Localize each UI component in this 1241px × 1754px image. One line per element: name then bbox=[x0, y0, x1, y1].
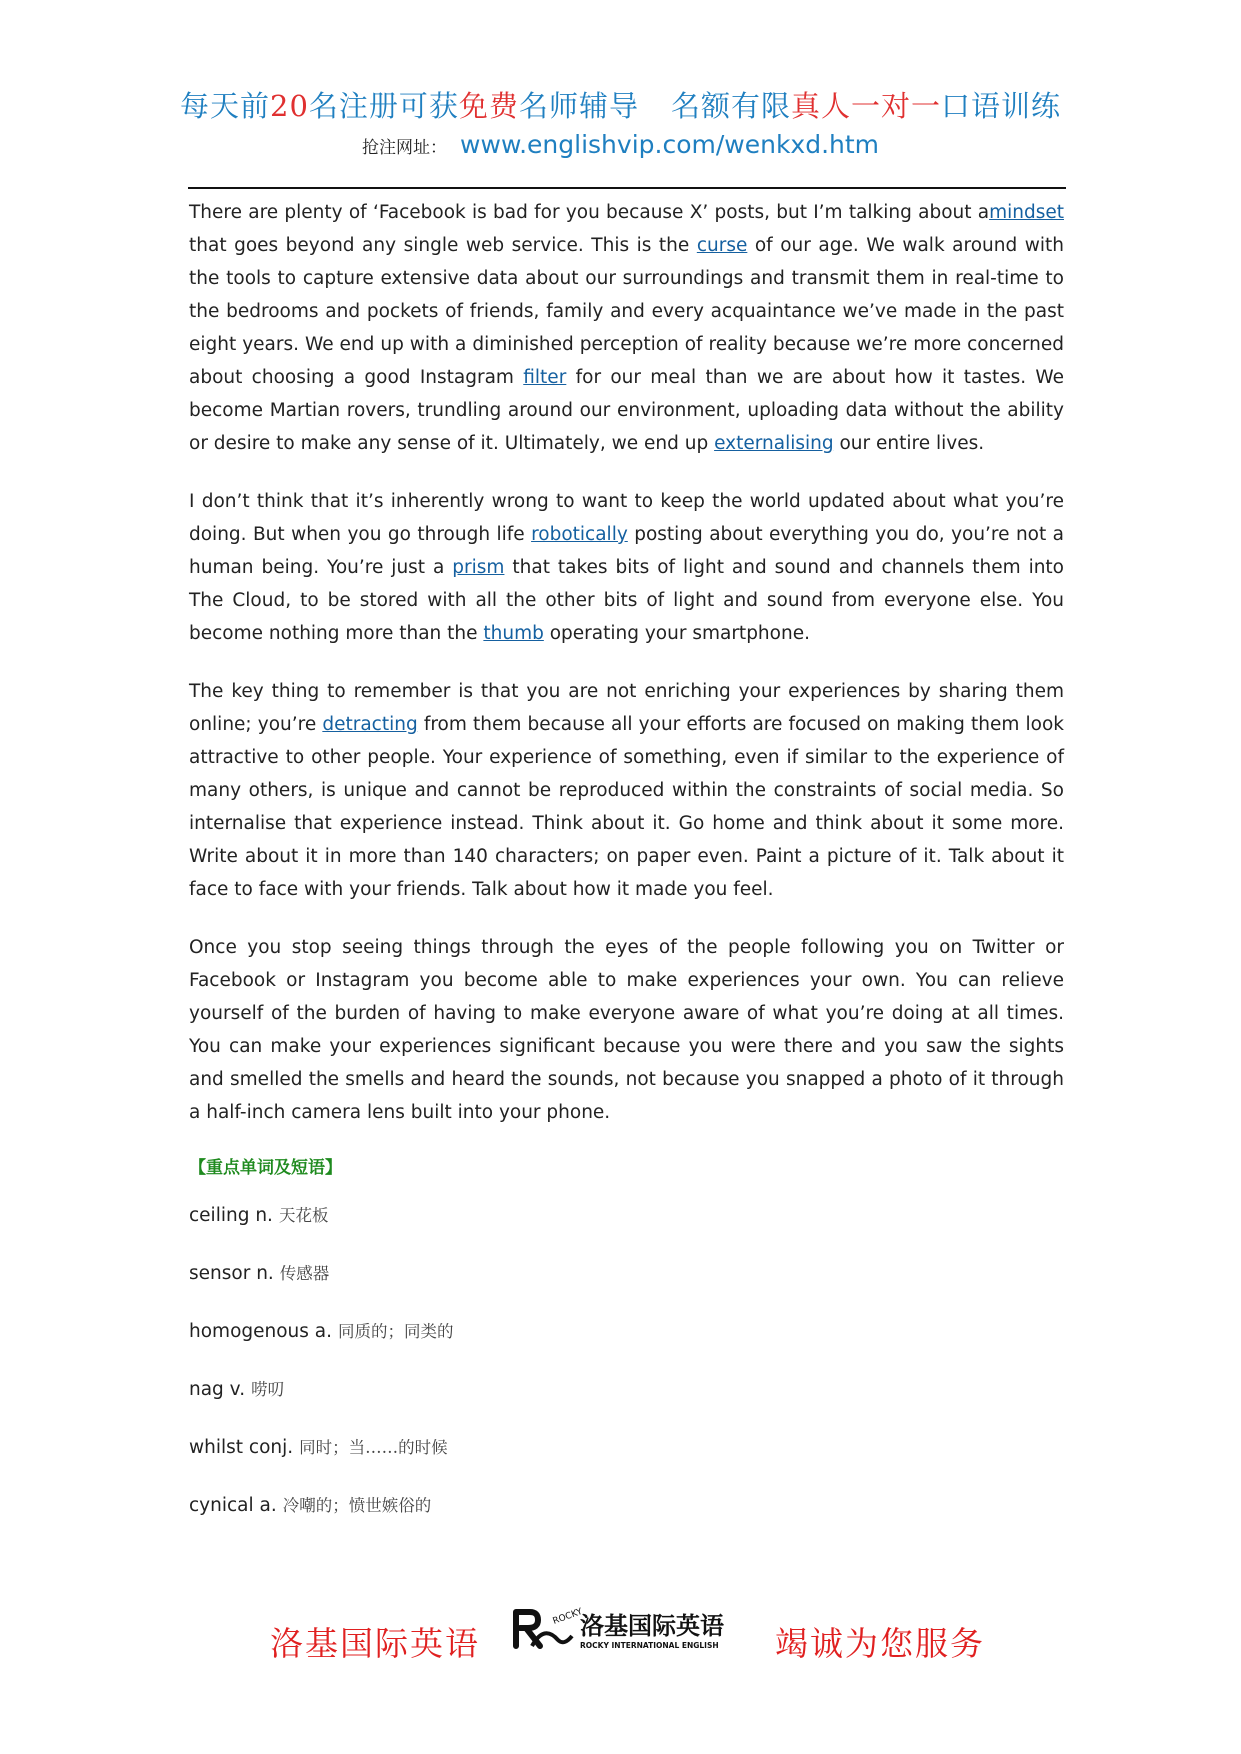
paragraph-text: our entire lives. bbox=[833, 433, 985, 454]
vocab-link-mindset[interactable]: mindset bbox=[989, 202, 1064, 223]
article-body bbox=[189, 196, 1064, 1550]
vocab-link-robotically[interactable]: robotically bbox=[531, 524, 628, 545]
article-paragraph bbox=[189, 675, 1064, 906]
vocab-item bbox=[189, 1260, 1064, 1318]
vocab-word: ceiling n. bbox=[189, 1205, 273, 1226]
logo-cn-text: 洛基国际英语 bbox=[580, 1612, 724, 1640]
svg-text:ROCKY: ROCKY bbox=[551, 1606, 584, 1627]
promo-segment: 免费 bbox=[458, 89, 519, 123]
vocab-meaning: 同质的；同类的 bbox=[338, 1322, 454, 1341]
vocab-item bbox=[189, 1492, 1064, 1550]
vocab-item bbox=[189, 1376, 1064, 1434]
signup-url-link[interactable]: www.englishvip.com/wenkxd.htm bbox=[460, 130, 880, 159]
vocab-link-filter[interactable]: filter bbox=[523, 367, 567, 388]
article-paragraph bbox=[189, 196, 1064, 460]
promo-segment: 名额有限 bbox=[670, 89, 791, 123]
article-paragraphs bbox=[189, 196, 1064, 1129]
rocky-logo bbox=[510, 1606, 740, 1654]
vocab-heading: 【重点单词及短语】 bbox=[189, 1158, 342, 1178]
vocab-word: sensor n. bbox=[189, 1263, 274, 1284]
vocab-word: cynical a. bbox=[189, 1495, 277, 1516]
vocab-word: homogenous a. bbox=[189, 1321, 333, 1342]
paragraph-text: There are plenty of ‘Facebook is bad for you because X’ posts, but I’m talking about a bbox=[189, 202, 990, 223]
vocab-item bbox=[189, 1202, 1064, 1260]
paragraph-text: I don’t think that it’s inherently wrong to want to keep the world updated about what you’re doing. But when you go through life bbox=[189, 491, 1064, 545]
paragraph-text: The key thing to remember is that you are not enriching your experiences by sharing them online; you’re bbox=[189, 681, 1064, 735]
vocab-item bbox=[189, 1434, 1064, 1492]
footer-brand-text: 洛基国际英语 bbox=[270, 1624, 480, 1663]
vocab-word: whilst conj. bbox=[189, 1437, 294, 1458]
promo-segment: 名注册可获 bbox=[308, 89, 459, 123]
vocab-item bbox=[189, 1318, 1064, 1376]
article-paragraph bbox=[189, 485, 1064, 650]
vocab-link-prism[interactable]: prism bbox=[452, 557, 505, 578]
paragraph-text: operating your smartphone. bbox=[543, 623, 810, 644]
vocab-link-externalising[interactable]: externalising bbox=[714, 433, 834, 454]
header-divider bbox=[188, 187, 1066, 189]
vocab-meaning: 传感器 bbox=[279, 1264, 330, 1283]
footer-slogan-text: 竭诚为您服务 bbox=[775, 1624, 985, 1663]
paragraph-text: that goes beyond any single web service. This is the bbox=[189, 235, 697, 256]
paragraph-text: Once you stop seeing things through the eyes of the people following you on Twitter or Facebook or Instagram you become able to make experiences your own. You can relieve yourself of the burden of having to make everyone aware of what you’re doing at all times. You can make your experiences significant because you were there and you saw the sights and smelled the smells and heard the sounds, not because you snapped a photo of it through a half-inch camera lens built into your phone. bbox=[189, 937, 1064, 1123]
vocab-meaning: 冷嘲的；愤世嫉俗的 bbox=[282, 1496, 432, 1515]
promo-segment: 每天前 bbox=[179, 89, 270, 123]
vocab-list bbox=[189, 1202, 1064, 1550]
promo-segment: 口语训练 bbox=[940, 89, 1061, 123]
vocab-meaning: 同时；当……的时候 bbox=[299, 1438, 448, 1457]
paragraph-text: of our age. We walk around with the tools to capture extensive data about our surroundings and transmit them in real-time to the bedrooms and pockets of friends, family and every acquaintance we’ve made in the past eight years. We end up with a diminished perception of reality because we’re more concerned about choosing a good Instagram bbox=[189, 235, 1064, 388]
paragraph-text: from them because all your efforts are focused on making them look attractive to other people. Your experience of something, even if similar to the experience of many others, is unique and cannot be reproduced within the constraints of social media. So internalise that experience instead. Think about it. Go home and think about it some more. Write about it in more than 140 characters; on paper even. Paint a picture of it. Talk about it face to face with your friends. Talk about how it made you feel. bbox=[189, 714, 1064, 900]
vocab-meaning: 唠叨 bbox=[251, 1380, 285, 1399]
paragraph-text: for our meal than we are about how it tastes. We become Martian rovers, trundling around our environment, uploading data without the ability or desire to make any sense of it. Ultimately, we end up bbox=[189, 367, 1065, 454]
promo-segment: 名师辅导 bbox=[518, 89, 639, 123]
paragraph-text: posting about everything you do, you’re not a human being. You’re just a bbox=[189, 524, 1064, 578]
promo-segment: 20 bbox=[270, 89, 309, 123]
page-footer bbox=[0, 1606, 1241, 1666]
vocab-meaning: 天花板 bbox=[278, 1206, 329, 1225]
signup-url-line bbox=[0, 130, 1241, 159]
vocab-link-detracting[interactable]: detracting bbox=[322, 714, 418, 735]
promo-banner bbox=[0, 84, 1241, 125]
rocky-logo-mark bbox=[516, 1607, 584, 1646]
paragraph-text: that takes bits of light and sound and channels them into The Cloud, to be stored with all the other bits of light and sound from everyone else. You become nothing more than the bbox=[189, 557, 1065, 644]
vocab-link-curse[interactable]: curse bbox=[696, 235, 748, 256]
signup-url-label: 抢注网址： bbox=[361, 138, 447, 158]
article-paragraph bbox=[189, 931, 1064, 1129]
logo-en-text: ROCKY INTERNATIONAL ENGLISH bbox=[580, 1641, 719, 1650]
promo-segment: 真人一对一 bbox=[790, 89, 941, 123]
vocab-link-thumb[interactable]: thumb bbox=[483, 623, 544, 644]
vocab-word: nag v. bbox=[189, 1379, 246, 1400]
